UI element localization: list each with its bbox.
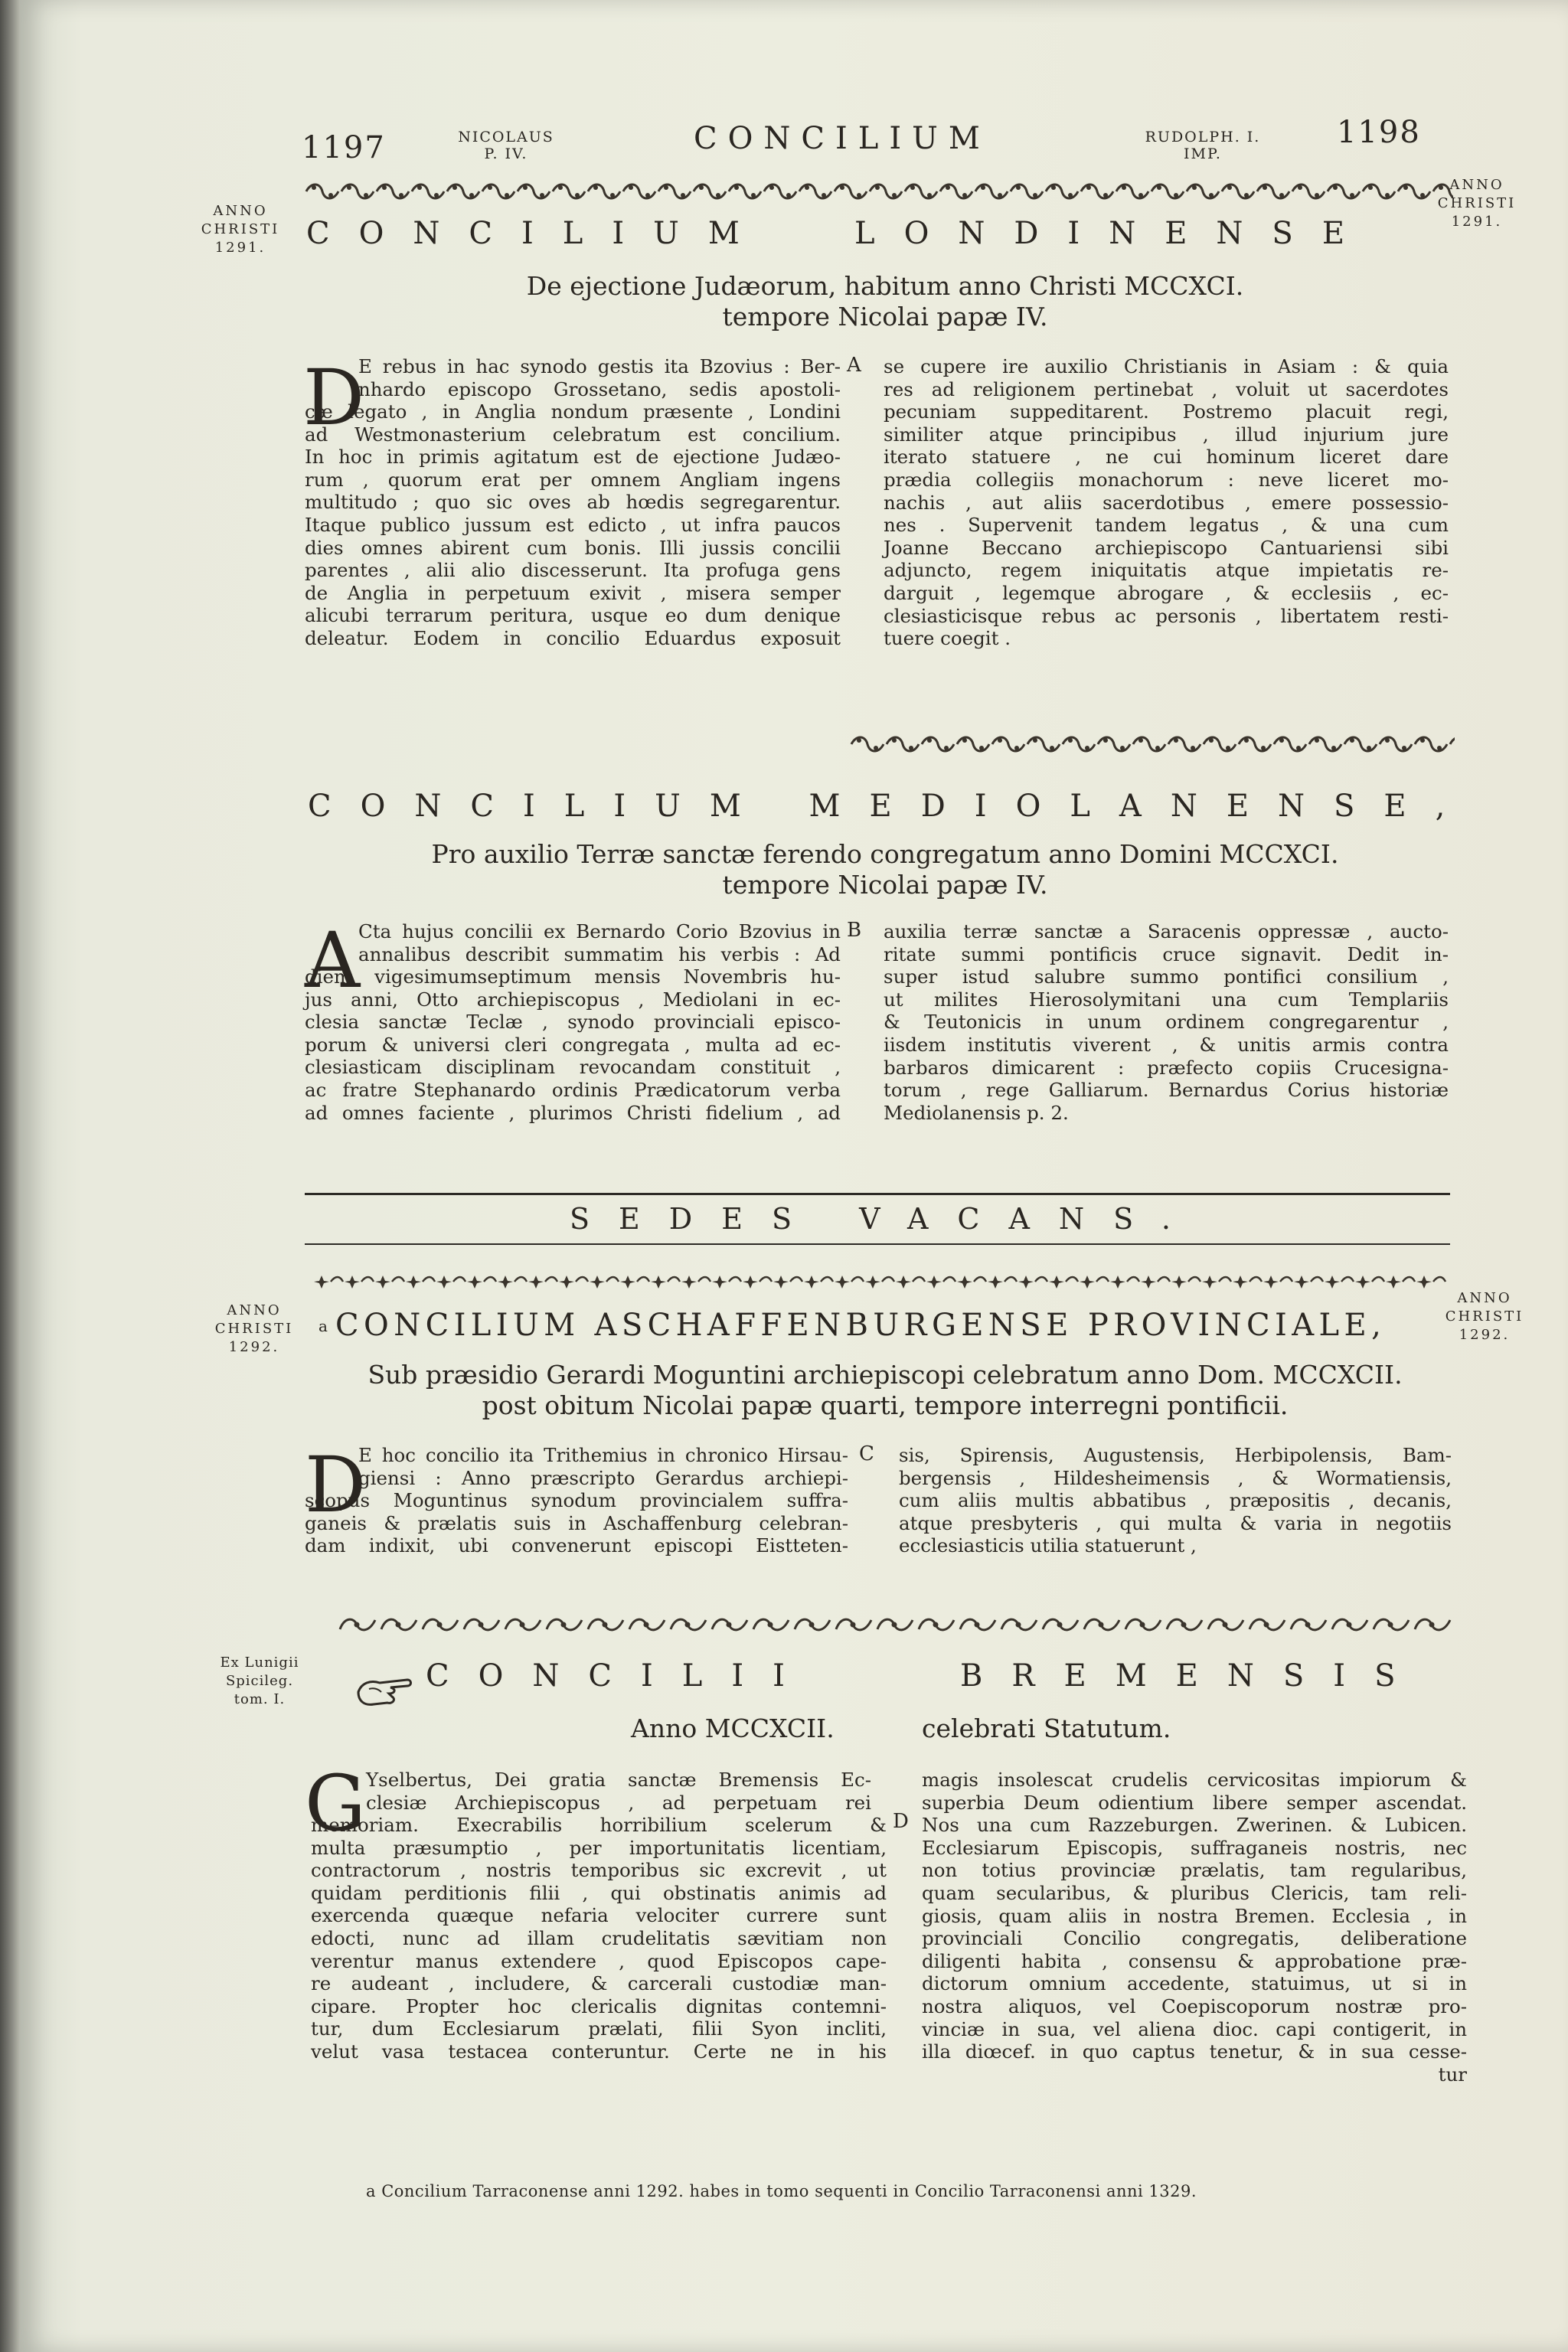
rule-bottom: [305, 1243, 1450, 1245]
running-head-line: P. IV.: [484, 145, 528, 162]
column-left: [358, 1444, 848, 1489]
text-line: edocti, nunc ad illam crudelitatis sævitiam non: [311, 1926, 887, 1949]
column-right: [884, 355, 1449, 650]
margin-line: CHRISTI: [1437, 195, 1517, 211]
text-line: memoriam. Execrabilis horribilium scelerum &: [311, 1814, 887, 1836]
text-line: nachis , aut aliis sacerdotibus , emere possessio-: [884, 491, 1449, 514]
column-letter: D: [893, 1810, 909, 1833]
section-title-aschaffenburgense: CONCILIUM ASCHAFFENBURGENSE PROVINCIALE,: [335, 1308, 1387, 1343]
text-line: giensi : Anno præscripto Gerardus archiepi-: [358, 1466, 848, 1489]
book-spine: [0, 0, 20, 2352]
footnote: a Concilium Tarraconense anni 1292. habes in tomo sequenti in Concilio Tarraconensi anni 1329.: [366, 2182, 1197, 2200]
margin-year-right: [1435, 1289, 1534, 1344]
text-line: iterato statuere , ne cui hominum liceret dare: [884, 446, 1449, 469]
subtitle-line: Sub præsidio Gerardi Moguntini archiepiscopi celebratum anno Dom. MCCXCII.: [368, 1360, 1403, 1390]
dropcap: D: [303, 353, 365, 443]
text-line: cum aliis multis abbatibus , præpositis , decanis,: [899, 1489, 1452, 1512]
ornament-band: [305, 181, 1453, 202]
running-head-line: IMP.: [1184, 145, 1222, 162]
column-left-cont: [305, 400, 841, 650]
section-title-londinense-right: LONDINENSE: [854, 216, 1374, 251]
text-line: similiter atque principibus , illud injurium jure: [884, 423, 1449, 446]
text-line: Itaque publico jussum est edicto , ut infra paucos: [305, 513, 841, 536]
ornament-band: [337, 1614, 1455, 1635]
margin-year-left: [208, 1302, 300, 1357]
text-line: re audeant , includere, & carcerali custodiæ man-: [311, 1972, 887, 1995]
left-page-number: 1197: [302, 130, 386, 165]
text-line: dictorum omnium accedente, statuimus, ut si in: [922, 1972, 1467, 1995]
text-line: cæ legato , in Anglia nondum præsente , Londini: [305, 400, 841, 423]
text-line: clesiæ Archiepiscopus , ad perpetuam rei: [366, 1791, 871, 1814]
text-line: Cta hujus concilii ex Bernardo Corio Bzovius in: [358, 920, 841, 942]
running-head-line: NICOLAUS: [458, 129, 554, 145]
text-line: nostra aliquos, vel Coepiscoporum nostræ pro-: [922, 1994, 1467, 2017]
margin-line: CHRISTI: [214, 1321, 294, 1337]
text-line: prædia collegiis monachorum : neve liceret mo-: [884, 468, 1449, 491]
text-line: tur: [1438, 2063, 1467, 2086]
sedes-vacans-title: SEDES VACANS.: [570, 1202, 1200, 1236]
text-line: vinciæ in sua, vel aliena dioc. capi contigerit, in: [922, 2017, 1467, 2040]
subtitle-line: De ejectione Judæorum, habitum anno Christi MCCXCI.: [526, 271, 1244, 301]
text-line: deleatur. Eodem in concilio Eduardus exposuit: [305, 626, 841, 649]
margin-line: Spicileg.: [225, 1673, 294, 1689]
text-line: ut milites Hierosolymitani una cum Templariis: [884, 988, 1449, 1011]
text-line: multa præsumptio , per importunitatis licentiam,: [311, 1836, 887, 1859]
margin-year-left: [194, 202, 286, 257]
ornament-band: [850, 733, 1455, 755]
text-line: multitudo ; quo sic oves ab hœdis segregarentur.: [305, 491, 841, 514]
text-line: tur, dum Ecclesiarum prælati, filii Syon incliti,: [311, 2017, 887, 2040]
margin-line: Ex Lunigii: [220, 1655, 299, 1671]
text-line: Nos una cum Razzeburgen. Zwerinen. & Lubicen.: [922, 1814, 1467, 1837]
text-line: non totius provinciæ prælatis, tam regularibus,: [922, 1859, 1467, 1882]
section-title-bremensis-left: CONCILII: [426, 1658, 814, 1694]
section-title-mediolanense: CONCILIUM MEDIOLANENSE,: [308, 789, 1475, 824]
text-line: pecuniam suppeditarent. Postremo placuit regi,: [884, 400, 1449, 423]
margin-line: CHRISTI: [201, 221, 280, 237]
text-line: cipare. Propter hoc clericalis dignitas contemni-: [311, 1994, 887, 2017]
running-title: CONCILIUM: [694, 121, 991, 156]
column-left-cont: [305, 965, 841, 1124]
text-line: porum & universi cleri congregata , multa ad ec-: [305, 1033, 841, 1056]
text-line: ganeis & prælatis suis in Aschaffenburg celebran-: [305, 1511, 848, 1534]
text-line: alicubi terrarum peritura, usque eo dum denique: [305, 604, 841, 627]
text-line: tuere coegit .: [884, 627, 1011, 650]
dropcap: D: [305, 1440, 367, 1530]
column-left: [358, 920, 841, 965]
text-line: quidam perditionis filii , qui obstinatis animis ad: [311, 1881, 887, 1904]
margin-line: ANNO: [1449, 177, 1504, 193]
column-letter: B: [847, 919, 862, 942]
text-line: iisdem institutis viverent , & unitis armis contra: [884, 1033, 1449, 1056]
text-line: rum , quorum erat per omnem Angliam ingens: [305, 468, 841, 491]
subtitle-line: tempore Nicolai papæ IV.: [722, 870, 1048, 900]
margin-line: ANNO: [213, 203, 268, 219]
subtitle-bremensis-right: celebrati Statutum.: [922, 1713, 1171, 1743]
text-line: se cupere ire auxilio Christianis in Asiam : & quia: [884, 355, 1449, 377]
text-line: auxilia terræ sanctæ a Saracenis oppressæ , aucto-: [884, 920, 1449, 942]
running-head-line: RUDOLPH. I.: [1145, 129, 1261, 145]
margin-line: ANNO: [227, 1302, 282, 1318]
text-line: ac fratre Stephanardo ordinis Prædicatorum verba: [305, 1078, 841, 1101]
text-line: In hoc in primis agitatum est de ejectione Judæo-: [305, 446, 841, 469]
text-line: ad omnes faciente , plurimos Christi fidelium , ad: [305, 1101, 841, 1124]
text-line: clesia sanctæ Teclæ , synodo provinciali episco-: [305, 1011, 841, 1034]
dropcap: A: [305, 916, 361, 1005]
margin-line: CHRISTI: [1445, 1308, 1524, 1325]
text-line: bergensis , Hildesheimensis , & Wormatiensis,: [899, 1466, 1452, 1489]
text-line: scopus Moguntinus synodum provincialem suffra-: [305, 1489, 848, 1511]
subtitle-line: post obitum Nicolai papæ quarti, tempore interregni pontificii.: [482, 1390, 1289, 1420]
text-line: Ecclesiarum Episcopis, suffraganeis nostris, nec: [922, 1836, 1467, 1859]
column-letter: C: [859, 1442, 874, 1465]
column-left: [358, 355, 841, 400]
section-subtitle-mediolanense: [326, 839, 1444, 900]
subtitle-line: Pro auxilio Terræ sanctæ ferendo congregatum anno Domini MCCXCI.: [431, 839, 1339, 869]
right-page-number: 1198: [1337, 115, 1421, 150]
column-right: [884, 920, 1449, 1124]
text-line: ecclesiasticis utilia statuerunt ,: [899, 1534, 1197, 1557]
text-line: giosis, quam aliis in nostra Bremen. Ecclesia , in: [922, 1904, 1467, 1927]
margin-line: 1292.: [228, 1339, 280, 1355]
column-letter: A: [847, 354, 861, 377]
text-line: dies omnes abirent cum bonis. Illi jussis concilii: [305, 536, 841, 559]
text-line: magis insolescat crudelis cervicositas impiorum &: [922, 1769, 1467, 1791]
text-line: nhardo episcopo Grossetano, sedis apostoli-: [358, 377, 841, 400]
left-running-head: [449, 129, 564, 162]
text-line: annalibus describit summatim his verbis : Ad: [358, 942, 841, 965]
text-line: quam secularibus, & pluribus Clericis, tam reli-: [922, 1881, 1467, 1904]
section-title-londinense-left: CONCILIUM: [306, 216, 769, 251]
text-line: clesiasticam disciplinam revocandam constituit ,: [305, 1056, 841, 1079]
text-line: illa diœcef. in quo captus tenetur, & in sua cesse-: [922, 2040, 1467, 2063]
margin-source-note: [210, 1654, 309, 1709]
column-left-cont: [311, 1814, 887, 2063]
text-line: ritate summi pontificis cruce signavit. Dedit in-: [884, 942, 1449, 965]
text-line: diem vigesimumseptimum mensis Novembris hu-: [305, 965, 841, 988]
column-right: [922, 1769, 1467, 2086]
text-line: dam indixit, ubi convenerunt episcopi Eistteten-: [305, 1534, 848, 1557]
text-line: ad Westmonasterium celebratum est concilium.: [305, 423, 841, 446]
text-line: super istud salubre summo pontifici consilium ,: [884, 965, 1449, 988]
dropcap: G: [305, 1759, 366, 1848]
text-line: superbia Deum odientium libere semper ascendat.: [922, 1791, 1467, 1814]
text-line: atque presbyteris , qui multa & varia in negotiis: [899, 1511, 1452, 1534]
text-line: barbaros dimicarent : præfecto copiis Crucesigna-: [884, 1056, 1449, 1079]
margin-year-right: [1427, 176, 1527, 231]
text-line: velut vasa testacea conteruntur. Certe ne in his: [311, 2040, 887, 2063]
text-line: E rebus in hac synodo gestis ita Bzovius : Ber-: [358, 355, 841, 377]
section-title-bremensis-right: BREMENSIS: [960, 1658, 1425, 1694]
text-line: diligenti habita , consensu & approbatione præ-: [922, 1949, 1467, 1972]
ornament-band: [314, 1271, 1447, 1292]
subtitle-line: tempore Nicolai papæ IV.: [722, 302, 1048, 332]
text-line: sis, Spirensis, Augustensis, Herbipolensis, Bam-: [899, 1444, 1452, 1466]
margin-line: 1291.: [1451, 214, 1503, 230]
text-line: res ad religionem pertinebat , voluit ut sacerdotes: [884, 377, 1449, 400]
subtitle-bremensis-left: Anno MCCXCII.: [631, 1713, 835, 1743]
margin-line: tom. I.: [234, 1691, 286, 1707]
text-line: jus anni, Otto archiepiscopus , Mediolani in ec-: [305, 988, 841, 1011]
text-line: provinciali Concilio congregatis, deliberatione: [922, 1927, 1467, 1950]
column-left-cont: [305, 1489, 848, 1557]
text-line: torum , rege Galliarum. Bernardus Corius historiæ: [884, 1079, 1449, 1102]
text-line: de Anglia in perpetuum exivit , misera semper: [305, 581, 841, 604]
text-line: clesiasticisque rebus ac personis , libertatem resti-: [884, 604, 1449, 627]
book-page: [20, 0, 1568, 2352]
section-subtitle-londinense: [326, 271, 1444, 332]
text-line: Yselbertus, Dei gratia sanctæ Bremensis Ec-: [366, 1769, 871, 1791]
text-line: exercenda quæque nefaria velociter currere sunt: [311, 1904, 887, 1927]
text-line: darguit , legemque abrogare , & ecclesiis , ec-: [884, 581, 1449, 604]
margin-line: 1291.: [214, 240, 266, 256]
text-line: nes . Supervenit tandem legatus , & una cum: [884, 514, 1449, 537]
pointing-hand-icon: [354, 1666, 415, 1712]
rule-top: [305, 1193, 1450, 1195]
text-line: & Teutonicis in unum ordinem congregarentur ,: [884, 1011, 1449, 1034]
margin-line: ANNO: [1457, 1290, 1512, 1306]
text-line: adjuncto, regem iniquitatis atque impietatis re-: [884, 559, 1449, 582]
column-left: [366, 1769, 871, 1814]
text-line: E hoc concilio ita Trithemius in chronico Hirsau-: [358, 1444, 848, 1466]
footnote-marker: a: [318, 1317, 328, 1335]
text-line: verentur manus extendere , quod Episcopos cape-: [311, 1949, 887, 1972]
text-line: Joanne Beccano archiepiscopo Cantuariensi sibi: [884, 536, 1449, 559]
right-running-head: [1138, 129, 1268, 162]
text-line: Mediolanensis p. 2.: [884, 1101, 1069, 1124]
section-subtitle-aschaffenburgense: [326, 1360, 1444, 1421]
text-line: parentes , alii alio discesserunt. Ita profuga gens: [305, 559, 841, 582]
text-line: contractorum , nostris temporibus sic excrevit , ut: [311, 1859, 887, 1882]
margin-line: 1292.: [1459, 1327, 1511, 1343]
column-right: [899, 1444, 1452, 1557]
